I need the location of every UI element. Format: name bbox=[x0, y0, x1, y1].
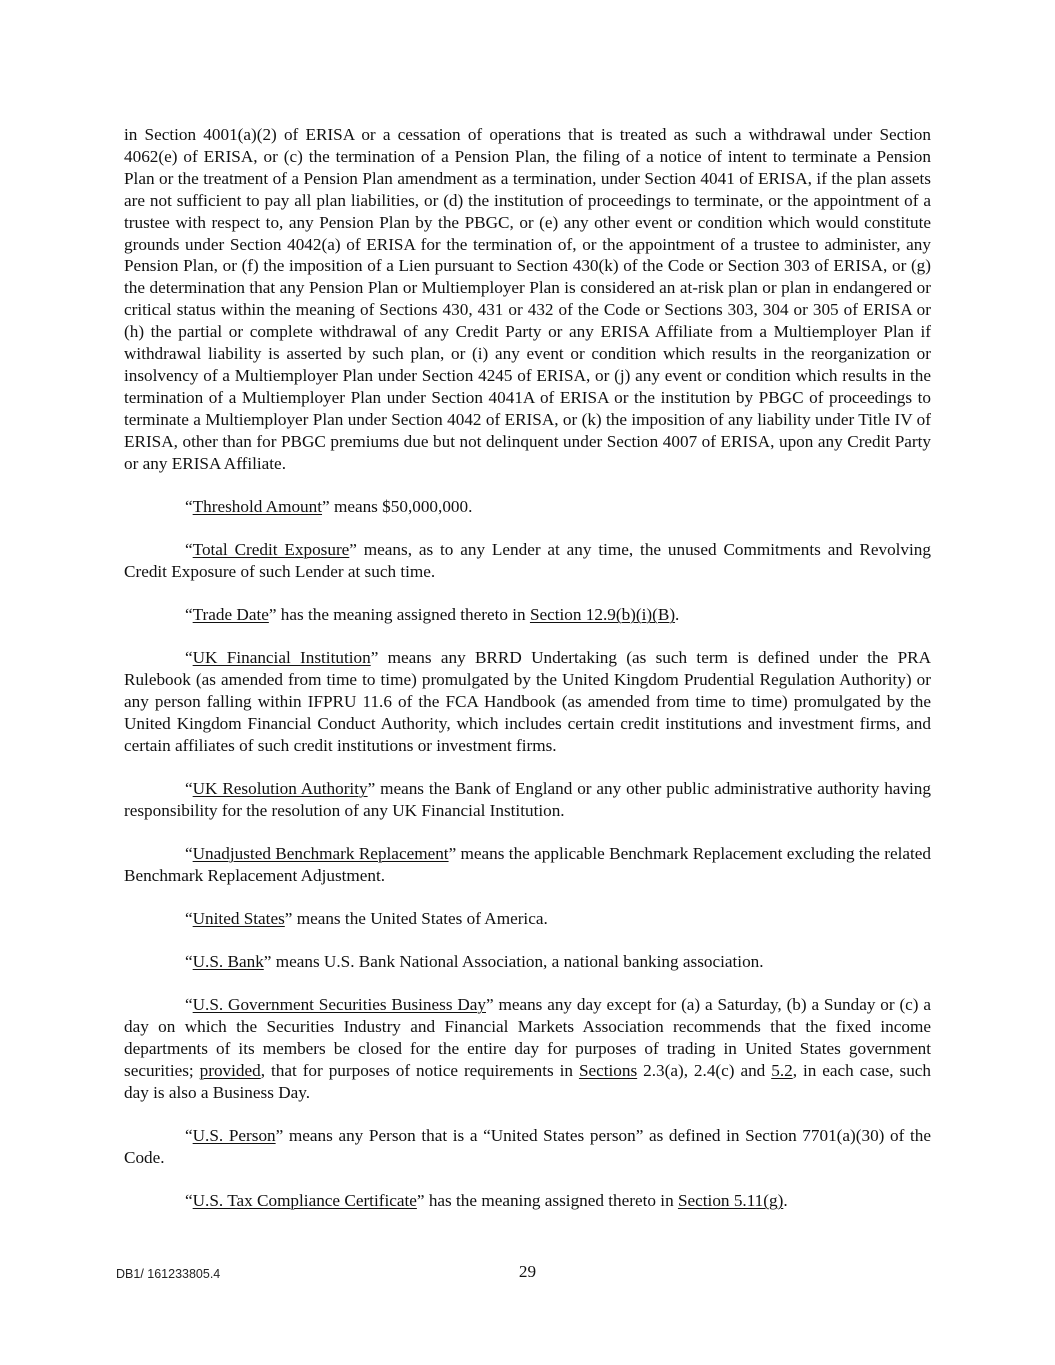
definition-threshold-amount bbox=[124, 496, 931, 518]
section-5-2-reference: 5.2 bbox=[771, 1060, 793, 1080]
definition-text: ” means any BRRD Undertaking (as such term is defined under the PRA Rulebook (as amended from time to time) promulgated by the United Kingdom Prudential Regulation Authority) or any person falling within IFPRU 11.6 of the FCA Handbook (as amended from time to time) promulgated by the United Kingdom Financial Conduct Authority, which includes certain credit institutions and investment firms, and certain affiliates of such credit institutions or investment firms. bbox=[124, 648, 931, 755]
erisa-event-continuation-paragraph: in Section 4001(a)(2) of ERISA or a cessation of operations that is treated as such a withdrawal under Section 4062(e) of ERISA, or (c) the termination of a Pension Plan, the filing of a notice of intent to terminate a Pension Plan or the treatment of a Pension Plan amendment as a termination, under Section 4041 of ERISA, if the plan assets are not sufficient to pay all plan liabilities, or (d) the institution of proceedings to terminate, or the appointment of a trustee with respect to, any Pension Plan by the PBGC, or (e) any other event or condition which would constitute grounds under Section 4042(a) of ERISA for the termination of, or the appointment of a trustee to administer, any Pension Plan, or (f) the imposition of a Lien pursuant to Section 430(k) of the Code or Section 303 of ERISA, or (g) the determination that any Pension Plan or Multiemployer Plan is considered an at-risk plan or plan in endangered or critical status within the meaning of Sections 430, 431 or 432 of the Code or Sections 303, 304 or 305 of ERISA or (h) the partial or complete withdrawal of any Credit Party or any ERISA Affiliate from a Multiemployer Plan if withdrawal liability is asserted by such plan, or (i) any event or condition which results in the reorganization or insolvency of a Multiemployer Plan under Section 4245 of ERISA, or (j) any event or condition which results in the termination of a Multiemployer Plan under Section 4041A of ERISA or the institution by PBGC of proceedings to terminate a Multiemployer Plan under Section 4042 of ERISA, or (k) the imposition of any liability under Title IV of ERISA, other than for PBGC premiums due but not delinquent under Section 4007 of ERISA, upon any Credit Party or any ERISA Affiliate. bbox=[124, 125, 931, 473]
open-quote: “ bbox=[185, 1125, 193, 1145]
definition-text: ” means, as to any Lender at any time, the unused Commitments and Revolving Credit Exposure of such Lender at such time. bbox=[124, 540, 931, 582]
definition-total-credit-exposure bbox=[124, 539, 931, 583]
definition-text: ” means U.S. Bank National Association, a national banking association. bbox=[263, 952, 764, 972]
open-quote: “ bbox=[185, 648, 193, 668]
defined-term: U.S. Government Securities Business Day bbox=[192, 995, 486, 1015]
definition-uk-resolution-authority bbox=[124, 778, 931, 822]
definition-us-bank bbox=[124, 951, 931, 973]
open-quote: “ bbox=[185, 844, 193, 863]
section-reference: Section 12.9(b)(i)(B) bbox=[529, 605, 676, 625]
definition-text: ” means the applicable Benchmark Replacement excluding the related Benchmark Replacement Adjustment. bbox=[124, 844, 931, 885]
definition-text-3: 2.3(a), 2.4(c) and bbox=[637, 1060, 772, 1080]
open-quote: “ bbox=[185, 540, 193, 560]
definition-unadjusted-benchmark-replacement bbox=[124, 843, 931, 887]
page-number: 29 bbox=[518, 1262, 537, 1281]
defined-term: Threshold Amount bbox=[192, 497, 323, 517]
sections-reference: Sections bbox=[578, 1060, 638, 1080]
definition-text: ” means any Person that is a “United States person” as defined in Section 7701(a)(30) of the Code. bbox=[124, 1125, 931, 1167]
open-quote: “ bbox=[185, 497, 193, 517]
open-quote: “ bbox=[185, 909, 193, 928]
definition-text-2: , that for purposes of notice requirements in bbox=[260, 1060, 579, 1080]
open-quote: “ bbox=[185, 952, 193, 972]
defined-term: Unadjusted Benchmark Replacement bbox=[192, 844, 449, 863]
open-quote: “ bbox=[185, 995, 193, 1015]
definition-us-person bbox=[124, 1125, 931, 1169]
defined-term: UK Resolution Authority bbox=[192, 779, 368, 798]
document-body bbox=[124, 124, 931, 1233]
open-quote: “ bbox=[185, 779, 193, 798]
definition-text: ” means any day except for (a) a Saturday, (b) a Sunday or (c) a day on which the Securities Industry and Financial Markets Association recommends that the fixed income departments of its members be closed for the entire day for purposes of trading in United States government securities; bbox=[124, 995, 931, 1080]
document-id-footer: DB1/ 161233805.4 bbox=[116, 1267, 221, 1281]
definition-text: ” has the meaning assigned thereto in bbox=[268, 605, 530, 625]
defined-term: U.S. Bank bbox=[192, 952, 264, 972]
defined-term: UK Financial Institution bbox=[192, 648, 371, 668]
definition-text: ” means the Bank of England or any other public administrative authority having responsibility for the resolution of any UK Financial Institution. bbox=[124, 779, 931, 820]
definition-text: ” means $50,000,000. bbox=[322, 497, 473, 517]
definition-uk-financial-institution bbox=[124, 647, 931, 757]
open-quote: “ bbox=[185, 605, 193, 625]
defined-term: United States bbox=[192, 909, 285, 928]
section-reference: Section 5.11(g) bbox=[677, 1190, 784, 1210]
defined-term: Total Credit Exposure bbox=[192, 540, 350, 560]
defined-term: U.S. Tax Compliance Certificate bbox=[192, 1190, 417, 1210]
defined-term: U.S. Person bbox=[192, 1125, 276, 1145]
definition-end: . bbox=[675, 605, 680, 625]
provided-term: provided bbox=[199, 1060, 261, 1080]
definition-text-4: , in each case, such day is also a Business Day. bbox=[124, 1060, 932, 1102]
definition-trade-date bbox=[124, 604, 931, 626]
definition-united-states bbox=[124, 908, 931, 930]
definition-us-government-securities-business-day bbox=[124, 994, 931, 1104]
definition-us-tax-compliance-certificate bbox=[124, 1190, 931, 1212]
definition-text: ” means the United States of America. bbox=[284, 909, 548, 928]
definition-text: ” has the meaning assigned thereto in bbox=[416, 1190, 678, 1210]
open-quote: “ bbox=[185, 1190, 193, 1210]
defined-term: Trade Date bbox=[192, 605, 269, 625]
definition-end: . bbox=[783, 1190, 788, 1210]
